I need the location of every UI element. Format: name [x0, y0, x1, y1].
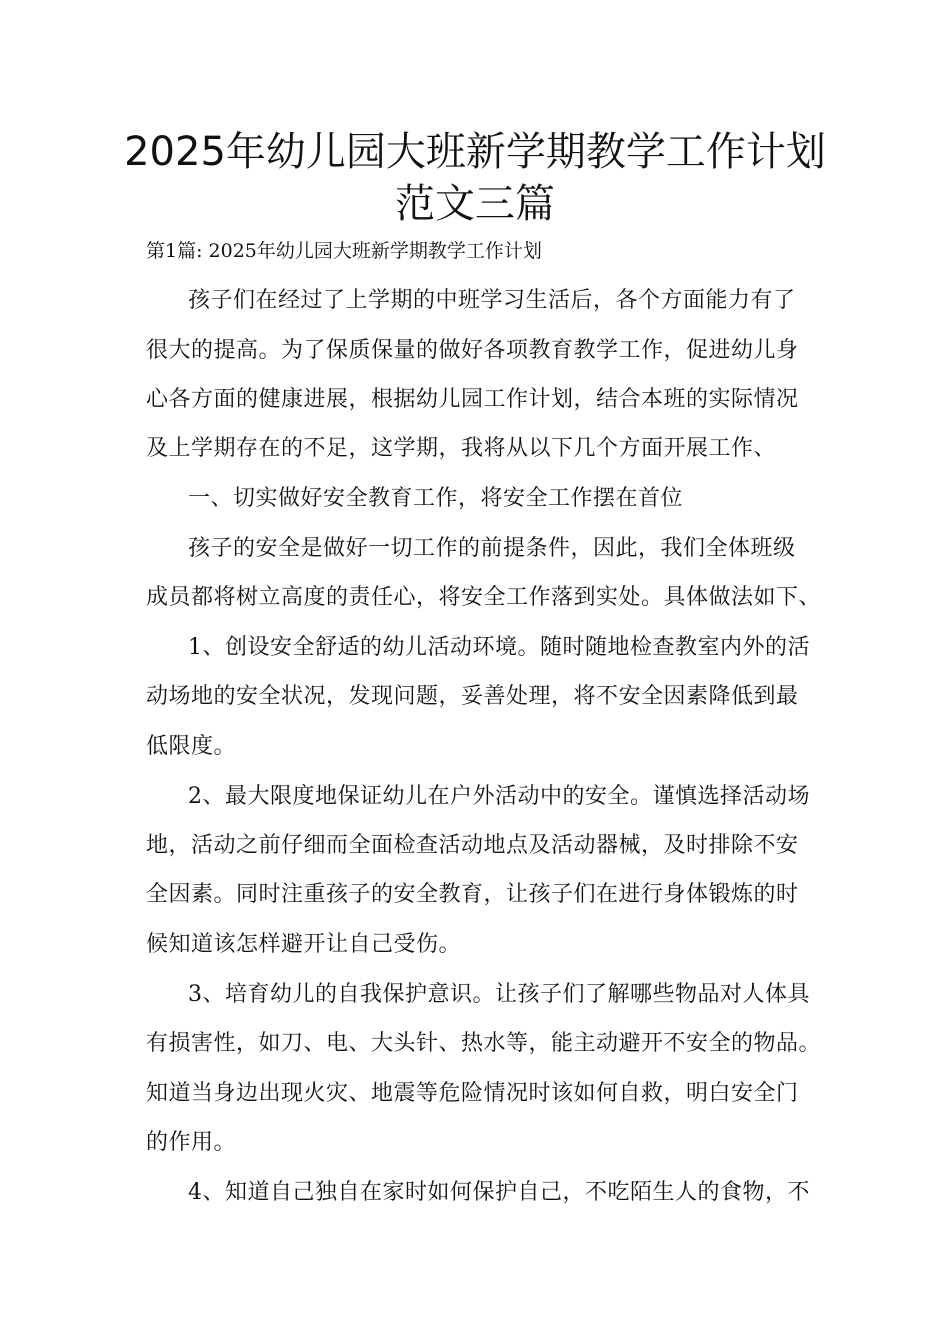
paragraph-line: 全因素。同时注重孩子的安全教育，让孩子们在进行身体锻炼的时	[146, 882, 799, 907]
paragraph-line: 4、知道自己独自在家时如何保护自己，不吃陌生人的食物，不	[188, 1180, 810, 1205]
section-heading: 一、切实做好安全教育工作，将安全工作摆在首位	[188, 486, 684, 511]
paragraph-line: 及上学期存在的不足，这学期，我将从以下几个方面开展工作、	[146, 436, 777, 461]
paragraph-line: 地，活动之前仔细而全面检查活动地点及活动器械，及时排除不安	[146, 833, 799, 858]
paragraph-line: 的作用。	[146, 1130, 237, 1155]
paragraph-line: 成员都将树立高度的责任心，将安全工作落到实处。具体做法如下、	[146, 585, 822, 610]
paragraph-line: 1、创设安全舒适的幼儿活动环境。随时随地检查教室内外的活	[188, 635, 810, 660]
paragraph-line: 低限度。	[146, 734, 237, 759]
paragraph-line: 动场地的安全状况，发现问题，妥善处理，将不安全因素降低到最	[146, 684, 799, 709]
paragraph-line: 孩子的安全是做好一切工作的前提条件，因此，我们全体班级	[188, 536, 796, 561]
paragraph-line: 孩子们在经过了上学期的中班学习生活后，各个方面能力有了	[188, 288, 796, 313]
paragraph-line: 心各方面的健康进展，根据幼儿园工作计划，结合本班的实际情况	[146, 387, 799, 412]
paragraph-line: 3、培育幼儿的自我保护意识。让孩子们了解哪些物品对人体具	[188, 982, 810, 1007]
paragraph-line: 有损害性，如刀、电、大头针、热水等，能主动避开不安全的物品。	[146, 1031, 822, 1056]
document-title-line-1: 2025年幼儿园大班新学期教学工作计划	[124, 129, 826, 175]
paragraph-line: 知道当身边出现火灾、地震等危险情况时该如何自救，明白安全门	[146, 1081, 799, 1106]
paragraph-line: 候知道该怎样避开让自己受伤。	[146, 932, 462, 957]
paragraph-line: 2、最大限度地保证幼儿在户外活动中的安全。谨慎选择活动场	[188, 784, 810, 809]
article-heading: 第1篇: 2025年幼儿园大班新学期教学工作计划	[146, 240, 542, 262]
document-title-line-2: 范文三篇	[395, 181, 555, 227]
paragraph-line: 很大的提高。为了保质保量的做好各项教育教学工作，促进幼儿身	[146, 338, 799, 363]
